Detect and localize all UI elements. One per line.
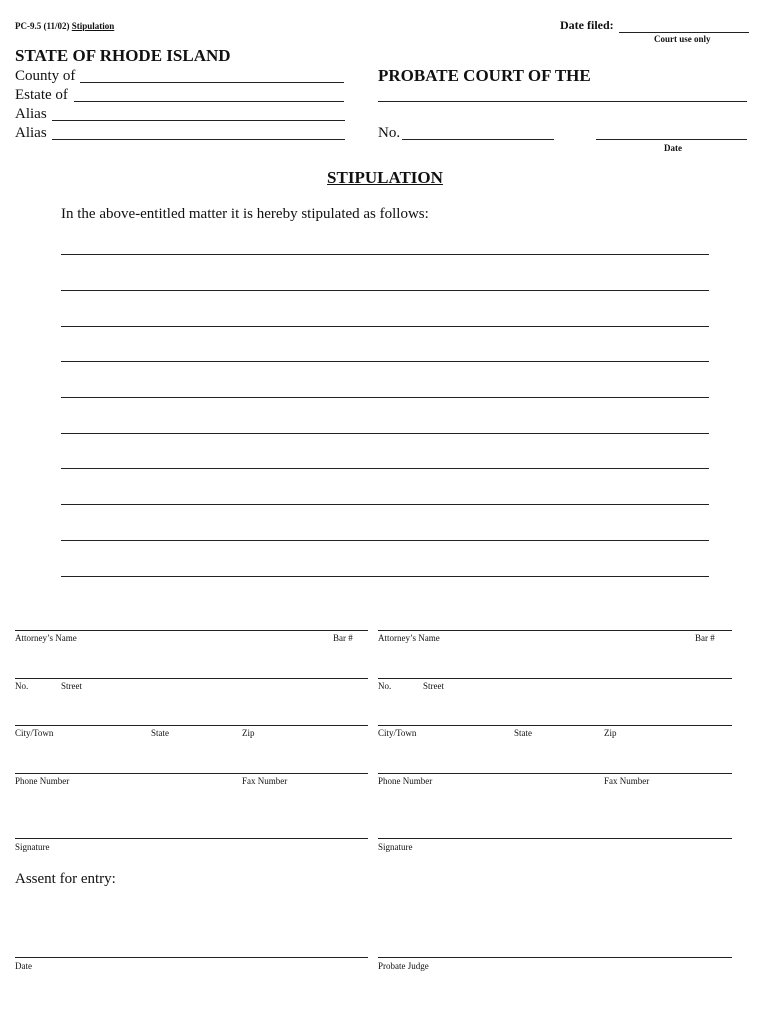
case-no-label: No. [378, 125, 401, 141]
left-street-field[interactable] [15, 678, 368, 679]
left-city-field[interactable] [15, 725, 368, 726]
left-signature-label: Signature [15, 842, 50, 852]
estate-field[interactable] [74, 101, 344, 102]
left-zip-label: Zip [242, 728, 255, 738]
alias2-field[interactable] [52, 139, 345, 140]
left-state-label: State [151, 728, 169, 738]
alias2-label: Alias [15, 125, 47, 141]
case-no-field[interactable] [402, 139, 554, 140]
date-filed-label: Date filed: [560, 18, 614, 32]
court-name-field[interactable] [378, 101, 747, 102]
right-phone-field[interactable] [378, 773, 732, 774]
right-no-label: No. [378, 681, 392, 691]
stipulation-line[interactable] [61, 290, 709, 291]
left-no-label: No. [15, 681, 29, 691]
assent-date-label: Date [15, 961, 32, 971]
left-attorney-name-field[interactable] [15, 630, 368, 631]
caption-date-field[interactable] [596, 139, 747, 140]
court-use-only: Court use only [654, 34, 711, 44]
estate-label: Estate of [15, 87, 68, 103]
left-phone-field[interactable] [15, 773, 368, 774]
left-fax-label: Fax Number [242, 776, 288, 786]
probate-judge-field[interactable] [378, 957, 732, 958]
right-city-field[interactable] [378, 725, 732, 726]
form-name: Stipulation [71, 21, 115, 31]
right-attorney-name-field[interactable] [378, 630, 732, 631]
right-signature-field[interactable] [378, 838, 732, 839]
stipulation-line[interactable] [61, 576, 709, 577]
left-attorney-name-label: Attorney’s Name [15, 633, 77, 643]
right-bar-label: Bar # [695, 633, 715, 643]
intro-text: In the above-entitled matter it is hereby stipulated as follows: [61, 206, 429, 222]
left-signature-field[interactable] [15, 838, 368, 839]
right-street-field[interactable] [378, 678, 732, 679]
stipulation-line[interactable] [61, 540, 709, 541]
county-label: County of [15, 68, 76, 84]
alias1-label: Alias [15, 106, 47, 122]
state-heading: STATE OF RHODE ISLAND [15, 46, 231, 65]
stipulation-line[interactable] [61, 397, 709, 398]
assent-date-field[interactable] [15, 957, 368, 958]
stipulation-line[interactable] [61, 361, 709, 362]
court-heading: PROBATE COURT OF THE [378, 66, 591, 85]
left-street-label: Street [61, 681, 82, 691]
page-title: STIPULATION [327, 168, 443, 187]
county-field[interactable] [80, 82, 344, 83]
right-city-label: City/Town [378, 728, 417, 738]
stipulation-line[interactable] [61, 254, 709, 255]
date-filed-field[interactable] [619, 32, 749, 33]
form-id: PC-9.5 (11/02) [15, 21, 70, 31]
right-attorney-name-label: Attorney’s Name [378, 633, 440, 643]
left-city-label: City/Town [15, 728, 54, 738]
caption-date-label: Date [664, 143, 682, 153]
stipulation-line[interactable] [61, 468, 709, 469]
alias1-field[interactable] [52, 120, 345, 121]
right-phone-label: Phone Number [378, 776, 433, 786]
right-zip-label: Zip [604, 728, 617, 738]
right-signature-label: Signature [378, 842, 413, 852]
left-phone-label: Phone Number [15, 776, 70, 786]
right-street-label: Street [423, 681, 444, 691]
probate-judge-label: Probate Judge [378, 961, 429, 971]
right-state-label: State [514, 728, 532, 738]
right-fax-label: Fax Number [604, 776, 650, 786]
left-bar-label: Bar # [333, 633, 353, 643]
stipulation-line[interactable] [61, 433, 709, 434]
assent-label: Assent for entry: [15, 871, 116, 887]
stipulation-line[interactable] [61, 504, 709, 505]
form-id-area [15, 21, 114, 31]
stipulation-line[interactable] [61, 326, 709, 327]
